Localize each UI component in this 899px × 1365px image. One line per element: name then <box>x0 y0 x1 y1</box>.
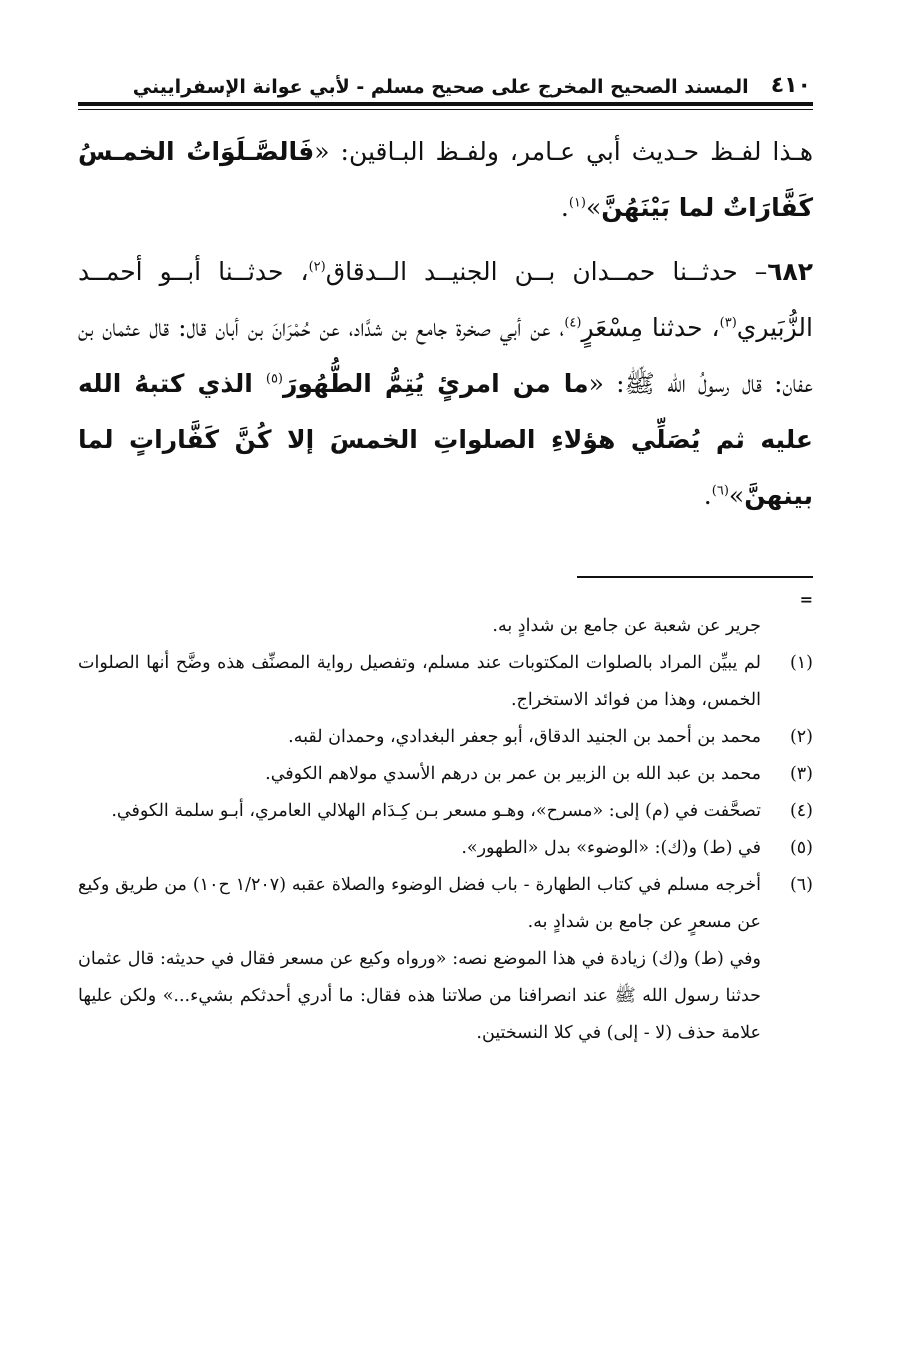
para2-text3: ، حدثنا مِسْعَرٍ <box>581 313 720 342</box>
footnote-text: محمد بن أحمد بن الجنيد الدقاق، أبو جعفر البغدادي، وحمدان لقبه. <box>288 727 761 747</box>
para1-text: هـذا لفـظ حـديث أبي عـامر، ولفـظ البـاقين: « <box>314 137 814 166</box>
footnote-6-extra: وفي (ط) و(ك) زيادة في هذا الموضع نصه: «ورواه وكيع عن مسعر فقال في حديثه: قال عثمان حدثنا رسول الله ﷺ عند انصرافنا من صلاتنا هذه فقال: ما أدري أحدثكم بشيء...» ولكن عليها علامة حذف (لا - إلى) في كلا النسختين. <box>78 949 761 1043</box>
footnote-number: (٣) <box>789 764 813 784</box>
para2-text: – حدثــنا حمــدان بــن الجنيــد الــدقاق <box>325 257 768 286</box>
footnote-6 <box>78 867 813 941</box>
main-text <box>78 124 813 524</box>
footnote-text: في (ط) و(ك): «الوضوء» بدل «الطهور». <box>461 838 761 858</box>
para1-quote: فَالصَّـلَوَاتُ الخمـسُ كَفَّارَاتٌ لما بَيْنَهُنَّ <box>78 137 813 222</box>
footnote-number: (٤) <box>789 801 813 821</box>
footnotes <box>78 592 813 1052</box>
footnote-5 <box>78 830 813 867</box>
para2-quote-2: الذي كتبهُ الله عليه ثم يُصَلِّي هؤلاءِ الصلواتِ الخمسَ إلا كُنَّ كَفَّاراتٍ لما بينهنَّ <box>78 369 813 510</box>
footnote-text: لم يبيِّن المراد بالصلوات المكتوبات عند مسلم، وتفصيل رواية المصنِّف هذه وضَّح أنها الصلوات الخمس، وهذا من فوائد الاستخراج. <box>78 653 761 710</box>
page <box>78 58 813 1318</box>
footnote-ref-3[interactable]: (٣) <box>719 315 737 331</box>
footnote-text: تصحَّفت في (م) إلى: «مسرح»، وهـو مسعر بـن كِـدَام الهلالي العامري، أبـو سلمة الكوفي. <box>111 801 761 821</box>
footnote-number: (٥) <box>789 838 813 858</box>
footnote-text: أخرجه مسلم في كتاب الطهارة - باب فضل الوضوء والصلاة عقبه (١/٢٠٧ ح١٠) من طريق وكيع عن مسعرٍ عن جامع بن شدادٍ به. <box>78 875 761 932</box>
footnote-separator <box>577 576 813 578</box>
footnote-2 <box>78 719 813 756</box>
footnote-number: (٢) <box>789 727 813 747</box>
para1-close: » <box>585 193 602 222</box>
footnote-text: محمد بن عبد الله بن الزبير بن عمر بن درهم الأسدي مولاهم الكوفي. <box>265 764 761 784</box>
footnote-continuation: جرير عن شعبة عن جامع بن شدادٍ به. <box>492 616 761 636</box>
para2-close: » <box>728 481 745 510</box>
footnote-ref-4[interactable]: (٤) <box>564 315 582 331</box>
footnote-1 <box>78 645 813 719</box>
continuation-mark: = <box>799 590 813 609</box>
para2-quote-1: ما من امرئٍ يُتِمُّ الطُّهُورَ <box>283 369 589 398</box>
footnote-3 <box>78 756 813 793</box>
hadith-number: ٦٨٢ <box>767 257 813 286</box>
header-rule-thick <box>78 102 813 106</box>
page-number: ٤١٠ <box>770 73 811 98</box>
para2-end: . <box>703 481 712 510</box>
footnote-number: (٦) <box>789 875 813 895</box>
footnote-number: (١) <box>789 653 813 673</box>
footnote-ref-6[interactable]: (٦) <box>711 483 729 499</box>
running-header <box>78 58 813 98</box>
footnote-ref-5[interactable]: (٥) <box>265 371 283 387</box>
footnote-ref-2[interactable]: (٢) <box>308 259 326 275</box>
paragraph-2 <box>78 244 813 524</box>
paragraph-1 <box>78 124 813 236</box>
para1-end: . <box>560 193 569 222</box>
running-title: المسند الصحيح المخرج على صحيح مسلم - لأبي عوانة الإسفراييني <box>132 76 749 98</box>
footnote-4 <box>78 793 813 830</box>
para2-text4: ، عن أبي صخرة جامع بن شدَّاد، عن حُمْرَانَ بن أبان قال: قال عثمان بن عفان: قال رسولُ الله ﷺ: « <box>78 313 814 398</box>
footnote-ref-1[interactable]: (١) <box>568 195 586 211</box>
header-rule-thin <box>78 109 813 110</box>
para2-text2: ، حدثــنا أبــو أحمــد الزُّبَيري <box>78 257 813 342</box>
